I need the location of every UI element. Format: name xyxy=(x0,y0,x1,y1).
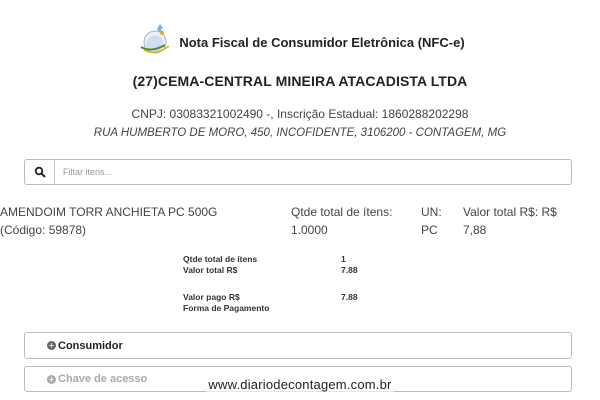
item-unit-label: UN: xyxy=(421,205,442,219)
consumidor-section-toggle[interactable] xyxy=(24,332,572,359)
payment-summary xyxy=(183,292,401,314)
chave-acesso-section-label: Chave de acesso xyxy=(58,373,148,385)
paid-value: 7.88 xyxy=(341,292,358,302)
nfce-logo-icon xyxy=(135,21,175,59)
item-value-cell xyxy=(463,203,600,239)
consumidor-section-label: Consumidor xyxy=(58,339,123,352)
totals-value-label: Valor total R$ xyxy=(183,265,238,275)
expand-plus-icon: + xyxy=(47,375,56,384)
item-quantity-value: 1.0000 xyxy=(291,223,328,237)
item-description: AMENDOIM TORR ANCHIETA PC 500G xyxy=(0,205,218,219)
nfce-title: Nota Fiscal de Consumidor Eletrônica (NFC-e) xyxy=(179,34,465,50)
company-name: (27)CEMA-CENTRAL MINEIRA ATACADISTA LTDA xyxy=(132,73,468,89)
search-icon[interactable] xyxy=(25,160,55,184)
payment-method-label: Forma de Pagamento xyxy=(183,303,270,313)
nfce-header xyxy=(0,20,600,60)
item-unit-cell xyxy=(421,203,459,239)
watermark-text: www.diariodecontagem.com.br xyxy=(208,377,392,392)
item-value-value: 7,88 xyxy=(463,223,487,237)
item-value-label: Valor total R$: R$ xyxy=(463,205,557,219)
nfce-title-row xyxy=(0,20,600,60)
item-quantity-label: Qtde total de ítens: xyxy=(291,205,393,219)
payment-method-row xyxy=(183,303,401,314)
item-description-cell xyxy=(0,203,285,239)
totals-summary xyxy=(183,254,401,276)
item-code: (Código: 59878) xyxy=(0,223,87,237)
item-search-bar xyxy=(24,159,572,185)
item-unit-value: PC xyxy=(421,223,438,237)
paid-row xyxy=(183,292,401,303)
item-quantity-cell xyxy=(291,203,416,239)
totals-quantity-row xyxy=(183,254,401,265)
company-address: RUA HUMBERTO DE MORO, 450, INCOFIDENTE, 3106200 - CONTAGEM, MG xyxy=(93,127,507,139)
totals-value-value: 7.88 xyxy=(341,265,358,275)
watermark xyxy=(0,377,600,392)
paid-label: Valor pago R$ xyxy=(183,292,240,302)
search-input[interactable] xyxy=(55,161,555,183)
totals-quantity-value: 1 xyxy=(341,254,346,264)
totals-quantity-label: Qtde total de ítens xyxy=(183,254,258,264)
expand-plus-icon: + xyxy=(47,341,56,350)
payment-method-value xyxy=(341,303,401,314)
company-cnpj: CNPJ: 03083321002490 -, Inscrição Estadual: 1860288202298 xyxy=(131,107,469,121)
totals-value-row xyxy=(183,265,401,276)
